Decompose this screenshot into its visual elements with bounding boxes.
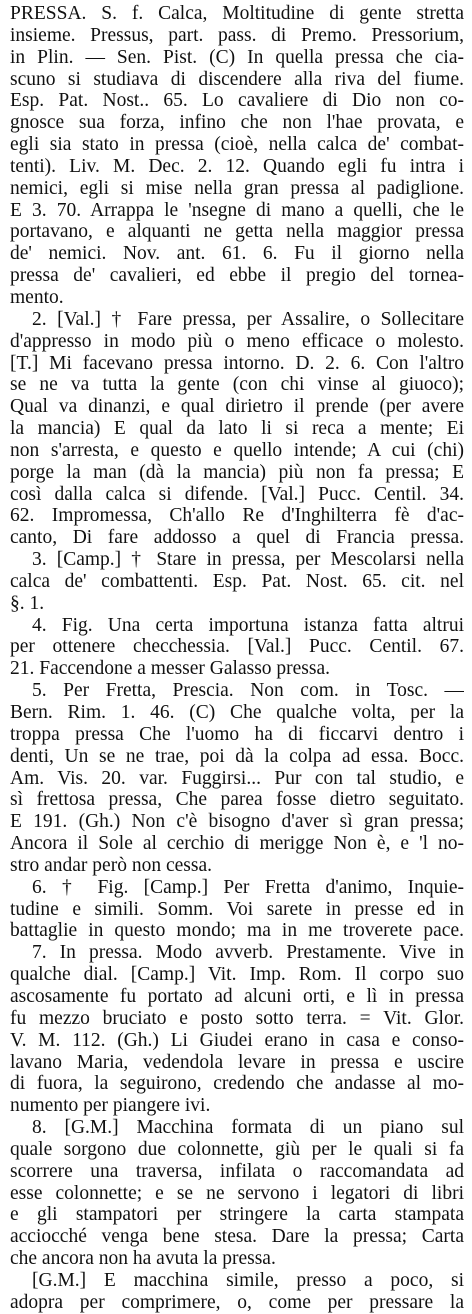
entry-text-line: [T.] Mi facevano pressa intorno. D. 2. 6. Con l'altro [10, 352, 464, 374]
entry-text-line: battaglie in questo mondo; ma in me troverete pace. [10, 920, 464, 942]
entry-text-line: d'appresso in modo più o meno efficace o molesto. [10, 330, 464, 352]
entry-text-line: mento. [10, 286, 64, 308]
entry-text-line: egli sia stato in pressa (cioè, nella calca de' combat- [10, 134, 464, 156]
entry-text-line: Esp. Pat. Nost.. 65. Lo cavaliere di Dio non co- [10, 90, 464, 112]
entry-text-line: se ne va tutta la gente (con chi vinse al giuoco); [10, 374, 464, 396]
entry-text-line: nemici, egli si mise nella gran pressa al padiglione. [10, 177, 464, 199]
entry-text-line: insieme. Pressus, part. pass. di Premo. Pressorium, [10, 24, 464, 46]
entry-text-line: 62. Impromessa, Ch'allo Re d'Inghilterra fè d'ac- [10, 505, 464, 527]
entry-text-line: Ancora il Sole al cerchio di merigge Non è, e 'l no- [10, 833, 464, 855]
entry-text-line: Qual va dinanzi, e qual dirietro il prende (per avere [10, 396, 464, 418]
dictionary-entry-pressa [10, 3, 464, 1314]
entry-text-line: acciocché venga bene stesa. Dare la pressa; Carta [10, 1226, 464, 1248]
entry-text-line: de' nemici. Nov. ant. 61. 6. Fu il giorno nella [10, 243, 464, 265]
entry-text-line: stro andar però non cessa. [10, 854, 212, 876]
entry-text-line: quale sorgono due colonnette, giù per le quali si fa [10, 1138, 464, 1160]
entry-text-line: portavano, e alquanti ne getta nella maggior pressa [10, 221, 464, 243]
entry-text-line: scorrere una traversa, infilata o raccomandata ad [10, 1160, 464, 1182]
entry-text-line: [G.M.] E macchina simile, presso a poco, si [32, 1269, 464, 1291]
entry-text-line: E 3. 70. Arrappa le 'nsegne di mano a quelli, che le [10, 199, 464, 221]
entry-text-line: 8. [G.M.] Macchina formata di un piano sul [32, 1117, 464, 1139]
entry-text-line: e gli stampatori per stringere la carta stampata [10, 1204, 464, 1226]
entry-text-line: non s'arresta, e questo e quello intende; A cui (chi) [10, 439, 464, 461]
entry-text-line: PRESSA. S. f. Calca, Moltitudine di gente stretta [10, 3, 464, 24]
entry-text-line: Bern. Rim. 1. 46. (C) Che qualche volta, per la [10, 702, 464, 723]
entry-text-line: denti, Un se ne trae, poi dà la colpa ad essa. Bocc. [10, 745, 464, 767]
entry-text-line: 7. In pressa. Modo avverb. Prestamente. Vive in [32, 942, 464, 964]
entry-text-line: adopra per comprimere, o, come per pressare la [10, 1291, 464, 1313]
entry-text-line: §. 1. [10, 592, 45, 614]
entry-text-line: V. M. 112. (Gh.) Li Giudei erano in casa e conso- [10, 1029, 464, 1051]
entry-text-line: la mancia) E qual da lato li si reca a mente; Ei [10, 418, 464, 440]
entry-text-line: fu mezzo bruciato e posto sotto terra. = Vit. Glor. [10, 1007, 464, 1029]
entry-text-line: che ancora non ha avuta la pressa. [10, 1248, 276, 1270]
entry-text-line: tenti). Liv. M. Dec. 2. 12. Quando egli fu intra i [10, 155, 464, 177]
entry-text-line: 21. Faccendone a messer Galasso pressa. [10, 658, 331, 680]
entry-text-line: 3. [Camp.] † Stare in pressa, per Mescolarsi nella [32, 549, 464, 571]
entry-text-line: 5. Per Fretta, Prescia. Non com. in Tosc. — [32, 680, 464, 702]
entry-text-line: calca de' combattenti. Esp. Pat. Nost. 65. cit. nel [10, 570, 464, 592]
entry-text-line: canto, Di fare addosso a quel di Francia pressa. [10, 527, 464, 549]
entry-text-line: tudine e simili. Somm. Voi sarete in presse ed in [10, 898, 464, 920]
entry-text-line: esse colonnette; e se ne servono i legatori di libri [10, 1182, 464, 1204]
entry-text-line: di fuora, la seguirono, credendo che andasse al mo- [10, 1073, 464, 1095]
entry-text-line: troppa pressa Che l'uomo ha di ficcarvi dentro i [10, 723, 464, 745]
entry-text-line: Am. Vis. 20. var. Fuggirsi... Pur con tal studio, e [10, 767, 464, 789]
entry-text-line: 4. Fig. Una certa importuna istanza fatta altrui [32, 614, 464, 636]
entry-text-line: qualche dial. [Camp.] Vit. Imp. Rom. Il corpo suo [10, 964, 464, 986]
entry-text-line: pressa de' cavalieri, ed ebbe il pregio del tornea- [10, 265, 464, 287]
entry-text-line: lavano Maria, vedendola levare in pressa e uscire [10, 1051, 464, 1073]
entry-text-line: 6. † Fig. [Camp.] Per Fretta d'animo, Inquie- [32, 876, 464, 898]
entry-text-line: 2. [Val.] † Fare pressa, per Assalire, o Sollecitare [32, 308, 464, 330]
entry-text-line: numento per piangere ivi. [10, 1095, 211, 1117]
entry-text-line: gnosce sua forza, infino che non l'hae provata, e [10, 112, 464, 134]
entry-text-line: ascosamente fu portato ad alcuni orti, e lì in pressa [10, 985, 464, 1007]
entry-text-line: porge la man (dà la mancia) più non fa pressa; E [10, 461, 464, 483]
entry-text-line: E 191. (Gh.) Non c'è bisogno d'aver sì gran pressa; [10, 811, 464, 833]
entry-text-line: in Plin. — Sen. Pist. (C) In quella pressa che cia- [10, 46, 464, 68]
entry-text-line: sì frettosa pressa, Che parea fosse dietro seguitato. [10, 789, 464, 811]
entry-text-line: per ottenere checchessia. [Val.] Pucc. Centil. 67. [10, 636, 464, 658]
entry-text-line: così dalla calca si difende. [Val.] Pucc. Centil. 34. [10, 483, 464, 505]
entry-text-line: scuno si studiava di discendere alla riva del fiume. [10, 68, 464, 90]
